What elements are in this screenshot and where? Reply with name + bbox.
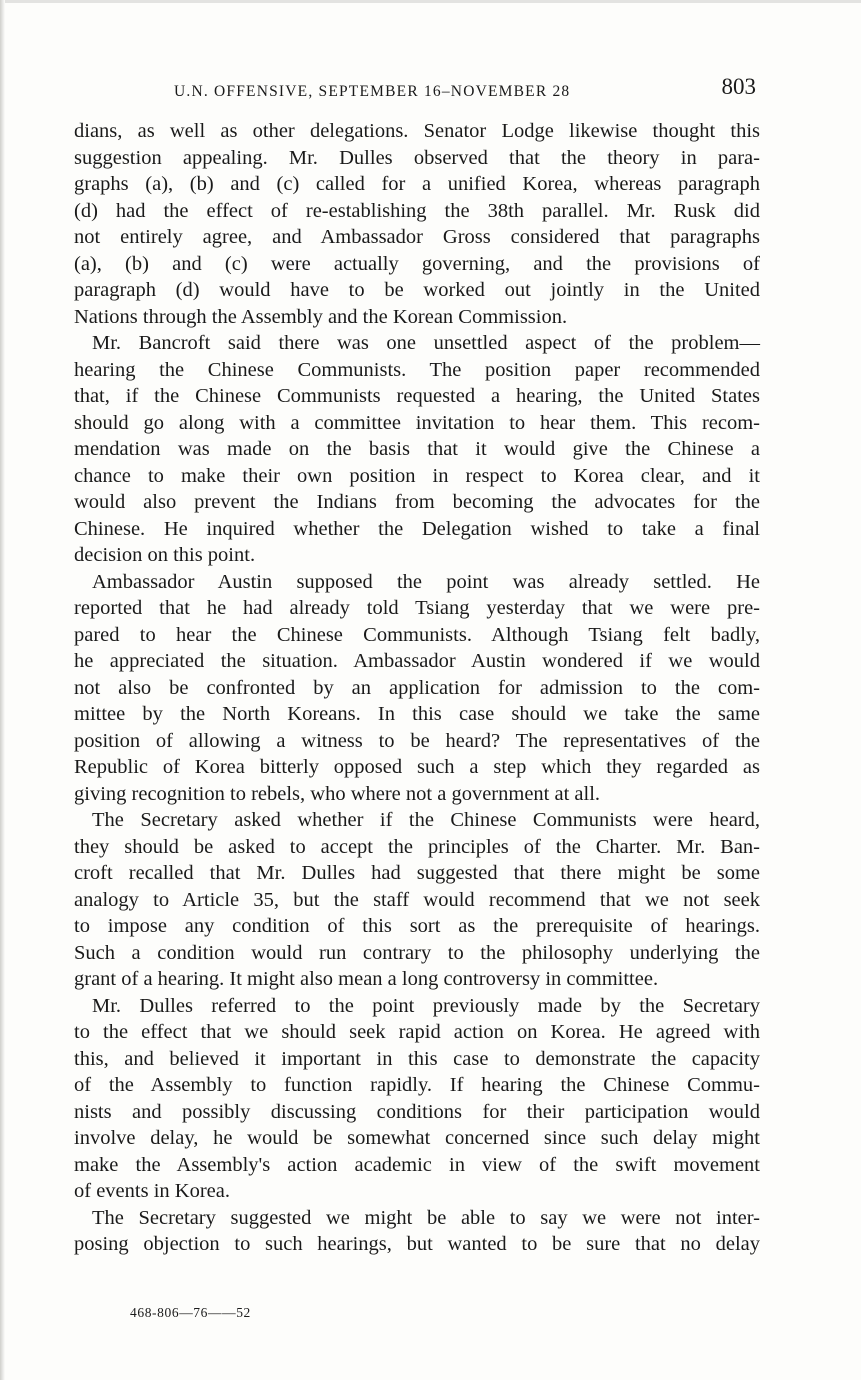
text-line: Republic of Korea bitterly opposed such a step which they regarded as <box>74 756 760 778</box>
text-line: graphs (a), (b) and (c) called for a unified Korea, whereas paragraph <box>74 173 760 195</box>
text-line: Such a condition would run contrary to the philosophy underlying the <box>74 941 760 964</box>
footer-printing-code: 468-806—76——52 <box>130 1305 251 1320</box>
text-line: dians, as well as other delegations. Senator Lodge likewise thought this <box>74 120 760 142</box>
paragraph <box>74 569 760 808</box>
text-line: to the effect that we should seek rapid action on Korea. He agreed with <box>74 1021 760 1043</box>
text-line: nists and possibly discussing conditions for their participation would <box>74 1100 760 1123</box>
text-line: position of allowing a witness to be heard? The representatives of the <box>74 729 760 752</box>
body-text <box>74 118 760 1258</box>
text-line: giving recognition to rebels, who where not a government at all. <box>74 782 601 805</box>
text-line: mendation was made on the basis that it would give the Chinese a <box>74 438 760 460</box>
text-line: not entirely agree, and Ambassador Gross considered that paragraphs <box>74 226 760 248</box>
text-line: reported that he had already told Tsiang yesterday that we were pre- <box>74 597 760 619</box>
text-line: paragraph (d) would have to be worked out jointly in the United <box>74 279 760 301</box>
text-line: to impose any condition of this sort as the prerequisite of hearings. <box>74 915 760 937</box>
paragraph <box>74 330 760 569</box>
paragraph <box>74 1205 760 1258</box>
text-line: of the Assembly to function rapidly. If hearing the Chinese Commu- <box>74 1074 760 1096</box>
text-line: involve delay, he would be somewhat concerned since such delay might <box>74 1127 760 1149</box>
text-line: posing objection to such hearings, but wanted to be sure that no delay <box>74 1233 760 1255</box>
text-line: would also prevent the Indians from becoming the advocates for the <box>74 491 760 513</box>
text-line: suggestion appealing. Mr. Dulles observed that the theory in para- <box>74 146 760 169</box>
text-line: this, and believed it important in this case to demonstrate the capacity <box>74 1047 760 1070</box>
text-line: croft recalled that Mr. Dulles had suggested that there might be some <box>74 862 760 884</box>
text-line: chance to make their own position in respect to Korea clear, and it <box>74 464 760 487</box>
text-line: Mr. Bancroft said there was one unsettled aspect of the problem— <box>92 332 760 354</box>
text-line: Chinese. He inquired whether the Delegation wished to take a final <box>74 517 760 540</box>
running-head <box>74 72 760 108</box>
text-line: decision on this point. <box>74 544 256 566</box>
paragraph <box>74 807 760 993</box>
text-line: should go along with a committee invitation to hear them. This recom- <box>74 411 760 434</box>
text-line: (a), (b) and (c) were actually governing, and the provisions of <box>74 252 760 275</box>
page-number: 803 <box>721 74 756 99</box>
text-line: Nations through the Assembly and the Korean Commission. <box>74 305 568 328</box>
paragraph <box>74 118 760 330</box>
text-line: mittee by the North Koreans. In this case should we take the same <box>74 703 760 725</box>
text-line: The Secretary suggested we might be able to say we were not inter- <box>92 1206 760 1229</box>
text-line: pared to hear the Chinese Communists. Although Tsiang felt badly, <box>74 623 760 646</box>
text-line: analogy to Article 35, but the staff would recommend that we not seek <box>74 888 760 911</box>
text-line: not also be confronted by an application for admission to the com- <box>74 676 760 699</box>
text-line: he appreciated the situation. Ambassador Austin wondered if we would <box>74 650 760 672</box>
text-line: Mr. Dulles referred to the point previously made by the Secretary <box>92 994 760 1017</box>
top-edge-rule <box>0 0 861 3</box>
text-line: Ambassador Austin supposed the point was already settled. He <box>92 570 760 593</box>
text-line: grant of a hearing. It might also mean a long controversy in committee. <box>74 968 659 990</box>
paragraph <box>74 993 760 1205</box>
text-line: they should be asked to accept the principles of the Charter. Mr. Ban- <box>74 835 760 858</box>
text-line: hearing the Chinese Communists. The position paper recommended <box>74 358 760 381</box>
running-title: U.N. OFFENSIVE, SEPTEMBER 16–NOVEMBER 28 <box>174 83 571 100</box>
text-line: make the Assembly's action academic in view of the swift movement <box>74 1153 760 1176</box>
page-edge-shadow <box>0 0 5 1380</box>
text-line: The Secretary asked whether if the Chinese Communists were heard, <box>92 809 760 831</box>
text-line: that, if the Chinese Communists requested a hearing, the United States <box>74 385 760 407</box>
text-line: of events in Korea. <box>74 1180 230 1202</box>
text-line: (d) had the effect of re-establishing the 38th parallel. Mr. Rusk did <box>74 199 760 222</box>
